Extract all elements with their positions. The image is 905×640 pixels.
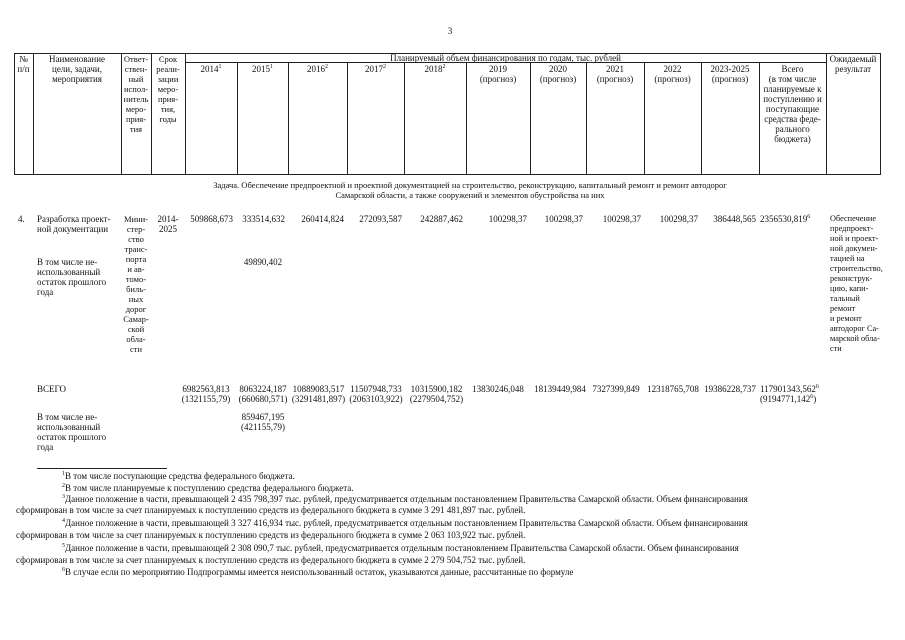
row-value: 100298,37 (602, 214, 641, 224)
total-label: ВСЕГО (37, 384, 66, 394)
header-planned-title: Планируемый объем финансирования по годам, тыс. рублей (390, 53, 621, 63)
footnote: $^1$В том числе поступающие средства федерального бюджета. (62, 471, 295, 481)
header-num: № п/п (17, 54, 30, 74)
row-value: 242887,462 (420, 214, 463, 224)
footnote-separator (37, 468, 167, 469)
year-header: 2019 (прогноз) (479, 64, 517, 84)
footnote: $^6$В случае если по мероприятию Подпрограммы имеется неиспользованный остаток, указываются данные, рассчитанные по формуле (62, 567, 574, 577)
row-value: 509868,673 (190, 214, 233, 224)
header-name: Наименование цели, задачи, мероприятия (48, 54, 106, 84)
row-name-unused-remainder: В том числе не- использованный остаток прошлого года (37, 257, 107, 297)
total-value: 6982563,813 (1321155,79) (181, 384, 231, 404)
row-value: 100298,37 (488, 214, 527, 224)
row-number: 4. (18, 214, 25, 224)
year-header: 2023-2025 (прогноз) (710, 64, 750, 84)
header-total: Всего (в том числе планируемые к поступлению и поступающие средства феде- рального бюджета) (763, 64, 822, 144)
row-value: 100298,37 (659, 214, 698, 224)
year-header: 2018$^2$ (424, 64, 446, 74)
footnote: $^2$В том числе планируемые к поступлению средства федерального бюджета. (62, 483, 354, 493)
row-value: 272093,587 (359, 214, 402, 224)
task-description: Задача. Обеспечение предпроектной и проектной документацией на строительство, реконструкцию, капитальный ремонт и ремонт автодорог Самарской области, а также сооружений и элементов обустройства на них (213, 180, 727, 200)
total-value: 7327399,849 (592, 384, 640, 394)
footnote: $^3$Данное положение в части, превышающей 2 435 798,397 тыс. рублей, предусматривается отдельным постановлением Правительства Самарской области. Объем финансирования (62, 494, 748, 504)
year-header: 2015$^1$ (252, 64, 273, 74)
year-header: 2022 (прогноз) (654, 64, 691, 84)
total-value: 11507948,733 (2063103,922) (349, 384, 403, 404)
year-header: 2017$^2$ (365, 64, 386, 74)
total-grand: 117901343,562$^6$ (9194771,142$^6$) (760, 384, 819, 404)
page-number: 3 (447, 26, 453, 36)
footnote-continuation: сформирован в том числе за счет планируемых к поступлению средств из федерального бюджета в сумме 2 063 103,922 тыс. рублей. (16, 530, 526, 540)
total-value: 13830246,048 (472, 384, 524, 394)
footnote-continuation: сформирован в том числе за счет планируемых к поступлению средств из федерального бюджета в сумме 3 291 481,897 тыс. рублей. (16, 505, 526, 515)
total-value: 8063224,187 (660680,571) (238, 384, 288, 404)
row-expected-result: Обеспечение предпроект- ной и проект- ной докумен- тацией на строительство, реконструк- цию, капи- тальный ремонт и ремонт автодорог Са- марской обла- сти (830, 214, 883, 353)
header-term: Срок реали- зации меро- прия- тия, годы (156, 54, 180, 124)
year-header: 2016$^2$ (307, 64, 328, 74)
row-total: 2356530,819$^6$ (760, 214, 811, 224)
row-value: 333514,632 (242, 214, 285, 224)
row-term: 2014- 2025 (157, 214, 179, 234)
year-header: 2020 (прогноз) (539, 64, 577, 84)
header-expected-result: Ожидаемый результат (829, 54, 877, 74)
row-unused-2015: 49890,402 (243, 257, 283, 267)
row-value: 260414,824 (301, 214, 344, 224)
footnote: $^5$Данное положение в части, превышающей 2 308 090,7 тыс. рублей, предусматривается отдельным постановлением Правительства Самарской области. Объем финансирования (62, 543, 739, 553)
row-value: 386448,565 (713, 214, 756, 224)
year-header: 2021 (прогноз) (596, 64, 634, 84)
total-value: 10315900,182 (2279504,752) (409, 384, 464, 404)
total-value: 12318765,708 (647, 384, 699, 394)
total-value: 18139449,984 (534, 384, 586, 394)
total-value: 19386228,737 (704, 384, 756, 394)
row-value: 100298,37 (544, 214, 583, 224)
year-header: 2014$^1$ (200, 64, 222, 74)
total-unused-2015: 859467,195 (421155,79) (241, 412, 285, 432)
total-value: 10889083,517 (3291481,897) (291, 384, 346, 404)
total-unused-label: В том числе не- использованный остаток прошлого года (37, 412, 107, 452)
row-name: Разработка проект- ной документации (37, 214, 111, 234)
footnote-continuation: сформирован в том числе за счет планируемых к поступлению средств из федерального бюджета в сумме 2 279 504,752 тыс. рублей. (16, 555, 526, 565)
header-responsible: Ответ- ствен- ный испол- нитель меро- прия- тия (123, 54, 149, 134)
row-responsible: Мини- стер- ство транс- порта и ав- томо- биль- ных дорог Самар- ской обла- сти (123, 214, 149, 354)
footnote: $^4$Данное положение в части, превышающей 3 327 416,934 тыс. рублей, предусматривается отдельным постановлением Правительства Самарской области. Объем финансирования (62, 518, 748, 528)
